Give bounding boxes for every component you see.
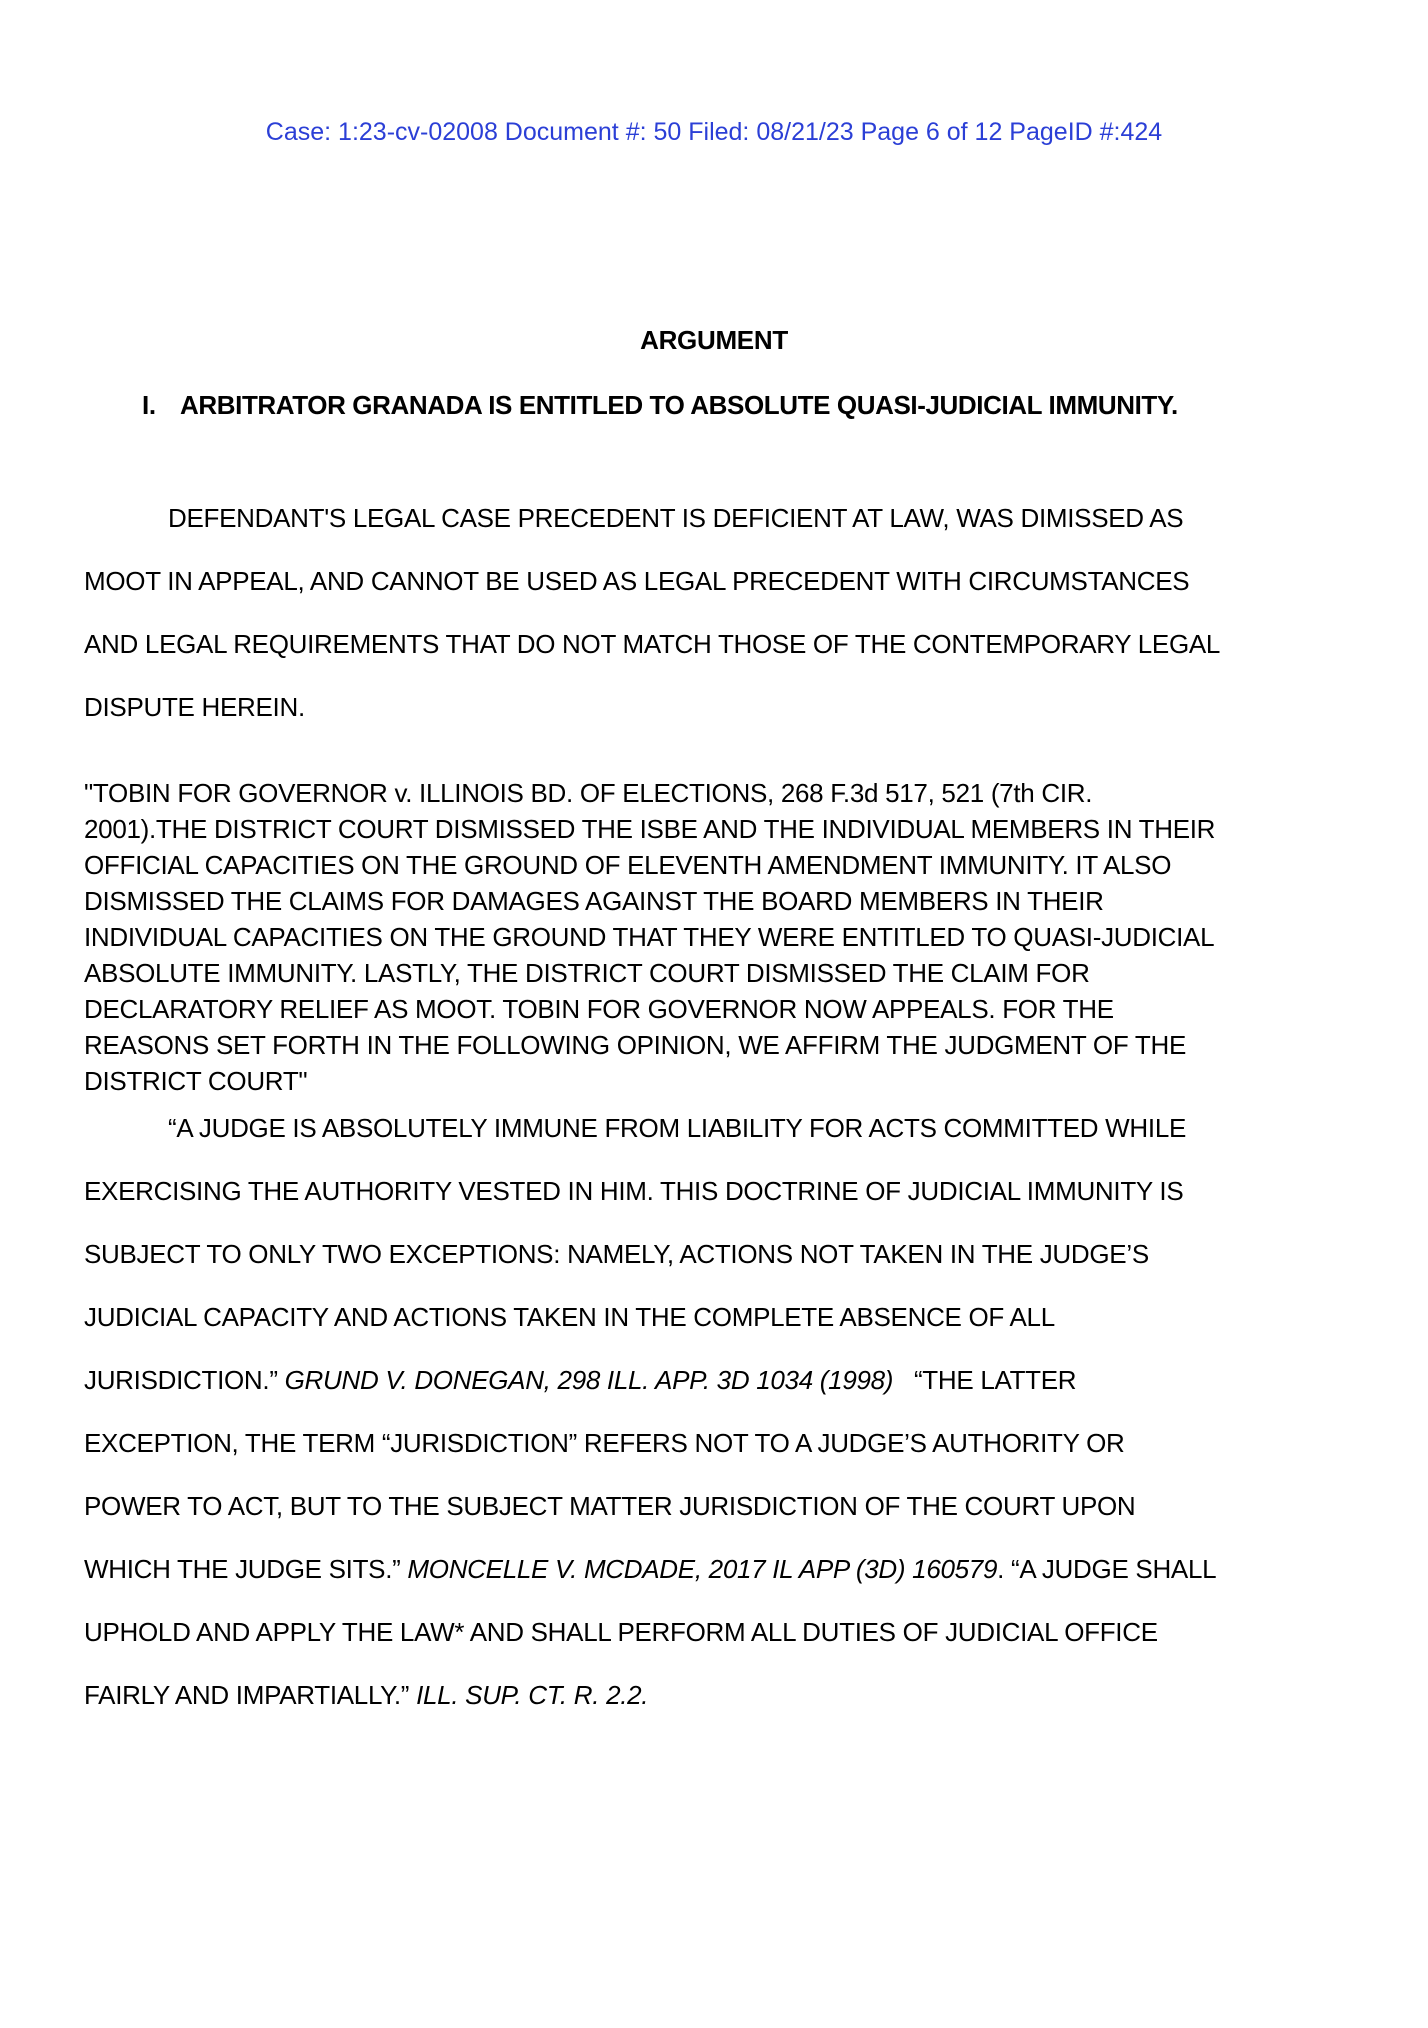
rule-citation: ILL. SUP. CT. R. 2.2.	[416, 1680, 649, 1710]
paragraph-tobin-quote	[84, 775, 1354, 1099]
paragraph-line: POWER TO ACT, BUT TO THE SUBJECT MATTER JURISDICTION OF THE COURT UPON	[84, 1491, 1136, 1521]
paragraph-line: MOOT IN APPEAL, AND CANNOT BE USED AS LEGAL PRECEDENT WITH CIRCUMSTANCES	[84, 566, 1190, 596]
quote-line: ABSOLUTE IMMUNITY. LASTLY, THE DISTRICT COURT DISMISSED THE CLAIM FOR	[84, 958, 1090, 988]
quote-line: DISTRICT COURT"	[84, 1066, 308, 1096]
paragraph-precedent-deficient	[84, 487, 1354, 739]
quote-line: REASONS SET FORTH IN THE FOLLOWING OPINION, WE AFFIRM THE JUDGMENT OF THE	[84, 1030, 1186, 1060]
quote-line: OFFICIAL CAPACITIES ON THE GROUND OF ELEVENTH AMENDMENT IMMUNITY. IT ALSO	[84, 850, 1172, 880]
quote-line: INDIVIDUAL CAPACITIES ON THE GROUND THAT THEY WERE ENTITLED TO QUASI-JUDICIAL	[84, 922, 1215, 952]
quote-line: 2001).THE DISTRICT COURT DISMISSED THE ISBE AND THE INDIVIDUAL MEMBERS IN THEIR	[84, 814, 1216, 844]
paragraph-line: JUDICIAL CAPACITY AND ACTIONS TAKEN IN THE COMPLETE ABSENCE OF ALL	[84, 1302, 1055, 1332]
paragraph-line: EXCEPTION, THE TERM “JURISDICTION” REFERS NOT TO A JUDGE’S AUTHORITY OR	[84, 1428, 1125, 1458]
quote-line: DECLARATORY RELIEF AS MOOT. TOBIN FOR GOVERNOR NOW APPEALS. FOR THE	[84, 994, 1114, 1024]
quote-line: DISMISSED THE CLAIMS FOR DAMAGES AGAINST THE BOARD MEMBERS IN THEIR	[84, 886, 1104, 916]
argument-heading: ARGUMENT	[640, 325, 788, 355]
paragraph-line	[84, 1349, 1354, 1412]
paragraph-line	[84, 1664, 1354, 1727]
case-citation: GRUND V. DONEGAN, 298 ILL. APP. 3D 1034 (1998)	[284, 1365, 894, 1395]
paragraph-line: DEFENDANT'S LEGAL CASE PRECEDENT IS DEFICIENT AT LAW, WAS DIMISSED AS	[168, 503, 1184, 533]
section-heading	[142, 390, 1178, 421]
paragraph-line: AND LEGAL REQUIREMENTS THAT DO NOT MATCH THOSE OF THE CONTEMPORARY LEGAL	[84, 629, 1221, 659]
text-run: “THE LATTER	[893, 1365, 1077, 1395]
text-run: JURISDICTION.”	[84, 1365, 285, 1395]
paragraph-line: UPHOLD AND APPLY THE LAW* AND SHALL PERFORM ALL DUTIES OF JUDICIAL OFFICE	[84, 1617, 1158, 1647]
paragraph-line	[84, 1538, 1354, 1601]
text-run: . “A JUDGE SHALL	[997, 1554, 1217, 1584]
paragraph-line: DISPUTE HEREIN.	[84, 692, 305, 722]
quote-line: "TOBIN FOR GOVERNOR v. ILLINOIS BD. OF ELECTIONS, 268 F.3d 517, 521 (7th CIR.	[84, 778, 1093, 808]
text-run: WHICH THE JUDGE SITS.”	[84, 1554, 408, 1584]
case-citation: MONCELLE V. MCDADE, 2017 IL APP (3D) 160579	[407, 1554, 998, 1584]
paragraph-judicial-immunity	[84, 1097, 1354, 1727]
paragraph-line: EXERCISING THE AUTHORITY VESTED IN HIM. THIS DOCTRINE OF JUDICIAL IMMUNITY IS	[84, 1176, 1184, 1206]
paragraph-line: SUBJECT TO ONLY TWO EXCEPTIONS: NAMELY, ACTIONS NOT TAKEN IN THE JUDGE’S	[84, 1239, 1149, 1269]
paragraph-line: “A JUDGE IS ABSOLUTELY IMMUNE FROM LIABILITY FOR ACTS COMMITTED WHILE	[168, 1113, 1187, 1143]
section-number: I.	[142, 390, 156, 420]
text-run: FAIRLY AND IMPARTIALLY.”	[84, 1680, 417, 1710]
case-header: Case: 1:23-cv-02008 Document #: 50 Filed: 08/21/23 Page 6 of 12 PageID #:424	[265, 118, 1163, 146]
section-title: ARBITRATOR GRANADA IS ENTITLED TO ABSOLUTE QUASI-JUDICIAL IMMUNITY.	[180, 390, 1178, 420]
